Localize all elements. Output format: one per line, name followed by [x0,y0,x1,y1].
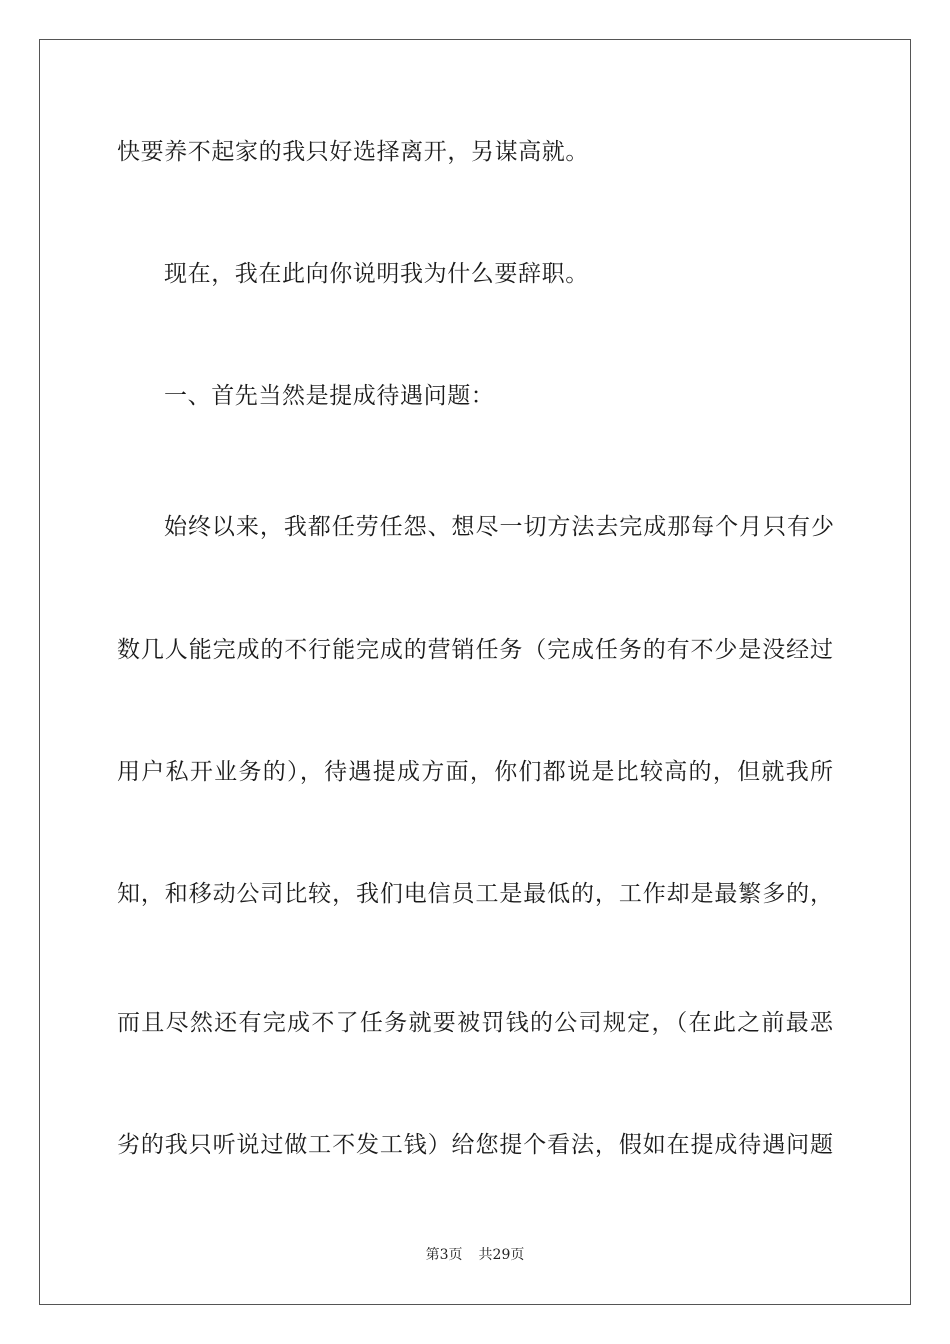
page-total: 共29页 [478,1247,525,1263]
text-line-1: 快要养不起家的我只好选择离开，另谋高就。 [117,139,589,165]
text-line-9: 劣的我只听说过做工不发工钱）给您提个看法，假如在提成待遇问题 [117,1132,833,1158]
text-line-8: 而且尽然还有完成不了任务就要被罚钱的公司规定，（在此之前最恶 [117,1010,833,1036]
page-number: 第3页 [425,1247,463,1263]
text-line-2: 现在，我在此向你说明我为什么要辞职。 [164,261,589,287]
page-footer [0,1246,950,1264]
text-line-6: 用户私开业务的），待遇提成方面，你们都说是比较高的，但就我所 [117,759,833,785]
text-line-3: 一、首先当然是提成待遇问题： [164,383,495,409]
text-line-5: 数几人能完成的不行能完成的营销任务（完成任务的有不少是没经过 [117,637,833,663]
text-line-4: 始终以来，我都任劳任怨、想尽一切方法去完成那每个月只有少 [164,514,834,540]
text-line-7: 知，和移动公司比较，我们电信员工是最低的，工作却是最繁多的， [117,881,833,907]
page-border [39,39,911,1305]
